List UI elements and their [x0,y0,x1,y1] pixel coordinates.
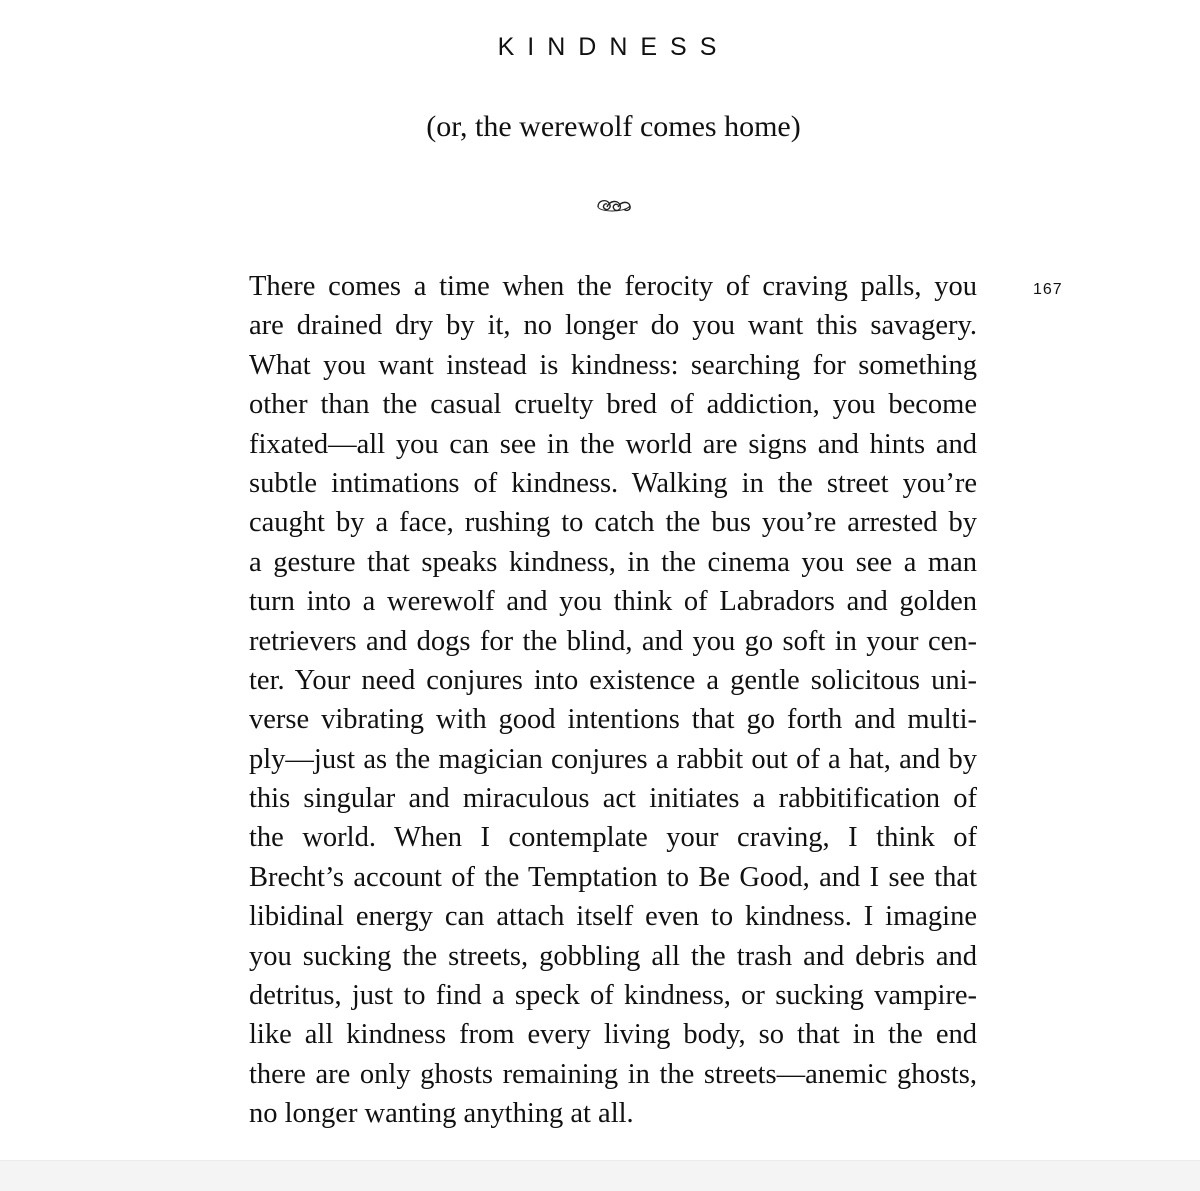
ornamental-flourish-icon [594,195,634,217]
text-line: are drained dry by it, no longer do you want this savagery. [249,310,977,342]
text-line: other than the casual cruelty bred of addiction, you become [249,389,977,421]
text-line: There comes a time when the ferocity of craving palls, you [249,271,977,302]
page-bottom-edge [0,1160,1200,1191]
text-line: subtle intimations of kindness. Walking in the street you’re [249,467,977,499]
text-line: What you want instead is kindness: searching for something [249,349,977,381]
text-line: this singular and miraculous act initiates a rabbitification of [249,783,977,815]
chapter-subtitle: (or, the werewolf comes home) [426,110,801,143]
text-line: libidinal energy can attach itself even to kindness. I imagine [249,901,977,933]
text-line: like all kindness from every living body, so that in the end [249,1019,977,1051]
text-line: turn into a werewolf and you think of Labradors and golden [249,586,977,618]
text-line: retrievers and dogs for the blind, and you go soft in your cen- [249,625,977,657]
text-line: Brecht’s account of the Temptation to Be Good, and I see that [249,861,977,893]
body-paragraph [249,267,977,1134]
page-number: 167 [1033,281,1063,298]
text-line: detritus, just to find a speck of kindness, or sucking vampire- [249,980,977,1012]
text-line: fixated—all you can see in the world are signs and hints and [249,428,977,460]
text-line: a gesture that speaks kindness, in the cinema you see a man [249,546,977,578]
text-line: ply—just as the magician conjures a rabbit out of a hat, and by [249,743,977,775]
text-line: caught by a face, rushing to catch the bus you’re arrested by [249,507,977,539]
text-line: verse vibrating with good intentions that go forth and multi- [249,704,977,736]
text-line: you sucking the streets, gobbling all the trash and debris and [249,940,977,972]
text-line: ter. Your need conjures into existence a gentle solicitous uni- [249,664,977,696]
chapter-title: KINDNESS [497,33,730,61]
text-line: no longer wanting anything at all. [249,1098,634,1130]
text-line: the world. When I contemplate your craving, I think of [249,822,977,854]
text-line: there are only ghosts remaining in the streets—anemic ghosts, [249,1058,977,1090]
